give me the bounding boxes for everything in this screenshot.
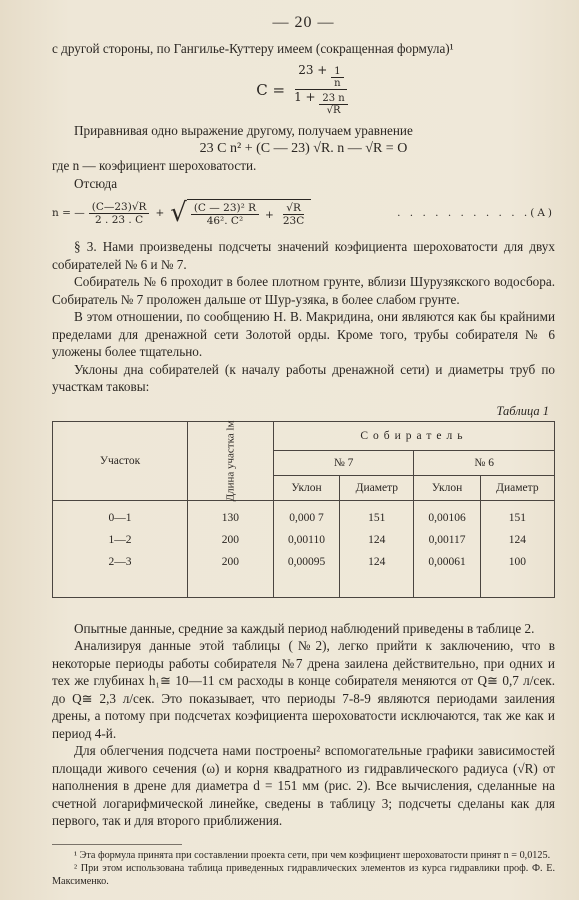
paragraph-intro: с другой стороны, по Гангилье-Куттеру имеем (сокращенная формула)¹ [52, 41, 454, 56]
formula-a-term2-den: 46². C² [206, 215, 244, 227]
header-slope-7: Уклон [273, 475, 339, 500]
formula-a-term1-den: 2 . 23 . C [95, 213, 144, 226]
cell-length: 130 [188, 500, 274, 529]
paragraph-slopes: Уклоны дна собирателей (к началу работы дренажной сети) и диаметры труб по участкам таковы: [52, 361, 555, 394]
header-collector-7: № 7 [273, 450, 414, 475]
formula-a-term1-num: (C—23)√R [89, 201, 150, 214]
cell-slope-7: 0,00095 [273, 551, 339, 598]
formula-a-tag: (A) [530, 207, 555, 219]
cell-section: 0—1 [53, 500, 188, 529]
cell-diam-7: 151 [340, 500, 414, 529]
table-row [53, 529, 555, 551]
formula-ganguillet-kutter [52, 60, 555, 120]
header-collector: Собиратель [273, 421, 554, 450]
paragraph-section-3: § 3. Нами произведены подсчеты значений коэфициента шероховатости для двух собирателей № 6 и № 7. [52, 239, 555, 272]
formula-a-sqrt: √ [170, 198, 187, 228]
header-section: Участок [53, 421, 188, 500]
paragraph-analysis: Анализируя данные этой таблицы (№2), легко прийти к заключению, что в некоторые периоды работы собирателя №7 дрена заилена действительно, при одних и тех же глубинах h₁≅ 10—11 см расходы в конце собирателя меняются от Q≅ 0,7 л/сек. до Q≅ 2,3 л/сек. Это показывает, что периоды 7-8-9 являются периодами заиления дрены, а потому при подсчетах коэфициента шероховатости исключаются, так же как и период 4-й. [52, 638, 555, 741]
cell-diam-7: 124 [340, 551, 414, 598]
paragraph-makridin: В этом отношении, по сообщению Н. В. Макридина, они являются как бы крайними пределами для дренажной сети Золотой орды. Кроме того, трубы собирателя № 6 уложены более тщательно. [52, 309, 555, 359]
cell-diam-6: 100 [480, 551, 554, 598]
formula-den-frac-bot: √R [326, 105, 341, 116]
formula-den-fraction [319, 93, 347, 116]
header-diam-7: Диаметр [340, 475, 414, 500]
cell-slope-6: 0,00061 [414, 551, 480, 598]
cell-slope-6: 0,00106 [414, 500, 480, 529]
formula-num-fraction [331, 66, 343, 89]
formula-den-frac-top: 23 n [319, 93, 347, 105]
formula-a-plus2: + [265, 208, 274, 221]
cell-diam-7: 124 [340, 529, 414, 551]
cell-length: 200 [188, 551, 274, 598]
formula-a [52, 194, 555, 232]
cell-slope-6: 0,00117 [414, 529, 480, 551]
formula-a-term1 [89, 201, 150, 226]
formula-num-frac-bot: n [334, 78, 341, 89]
footnotes [52, 849, 555, 888]
formula-num-text: 23 + [298, 63, 332, 77]
formula-main-fraction [291, 63, 351, 116]
equation-quadratic: 23 C n² + (C — 23) √R. n — √R = O [199, 141, 408, 156]
cell-length: 200 [188, 529, 274, 551]
cell-section: 2—3 [53, 551, 188, 598]
footnote-1: ¹ Эта формула принята при составлении проекта сети, при чем коэфициент шероховатости принят n = 0,0125. [74, 849, 551, 861]
slopes-table [52, 421, 555, 598]
formula-lhs: C = [256, 80, 286, 99]
table-row [53, 551, 555, 598]
paragraph-hence: Отсюда [74, 175, 118, 191]
cell-diam-6: 124 [480, 529, 554, 551]
table-caption: Таблица 1 [496, 403, 549, 418]
formula-denominator [291, 90, 351, 116]
paragraph-where: где n — коэфициент шероховатости. [52, 158, 257, 173]
formula-a-radicand [187, 199, 311, 227]
cell-slope-7: 0,000 7 [273, 500, 339, 529]
header-length-text: Длина участка lм [224, 420, 237, 501]
header-slope-6: Уклон [414, 475, 480, 500]
paragraph-graphs: Для облегчения подсчета нами построены² вспомогательные графики зависимостей площади живого сечения (ω) и корня квадратного из гидравлического радиуса (√R) от наполнения в дрене для диаметра d = 151 мм (рис. 2). Все вычисления, сделанные на счетной логарифмической линейке, сведены в таблицу 3; подсчеты сделаны как для первого, так и для второго приближения. [52, 743, 555, 828]
header-length [188, 421, 274, 500]
formula-num-frac-top: 1 [331, 66, 343, 78]
formula-a-leader: . . . . . . . . . . .(A) [397, 207, 555, 219]
header-collector-6: № 6 [414, 450, 555, 475]
formula-numerator [295, 63, 346, 90]
paragraph-collector-6: Собиратель № 6 проходит в более плотном грунте, вблизи Шурузякского водосбора. Собиратель № 7 проложен дальше от Шур-узяка, в более слабом грунте. [52, 274, 555, 307]
formula-den-text: 1 + [294, 90, 320, 104]
footnote-2: ² При этом использована таблица приведенных гидравлических элементов из курса гидравлики проф. Ф. Е. Максименко. [52, 862, 555, 887]
cell-diam-6: 151 [480, 500, 554, 529]
cell-slope-7: 0,00110 [273, 529, 339, 551]
formula-a-lhs: n = — [52, 207, 85, 219]
paragraph-equate: Приравнивая одно выражение другому, получаем уравнение [74, 122, 413, 138]
table-row [53, 500, 555, 529]
formula-a-term3 [280, 202, 307, 227]
formula-a-plus: + [155, 207, 165, 219]
footnote-rule [52, 844, 182, 845]
paragraph-experimental: Опытные данные, средние за каждый период наблюдений приведены в таблице 2. [74, 620, 535, 636]
cell-section: 1—2 [53, 529, 188, 551]
page-number: — 20 — [272, 14, 335, 31]
formula-a-term3-num: √R [283, 202, 304, 215]
header-diam-6: Диаметр [480, 475, 554, 500]
formula-a-term2-num: (C — 23)² R [191, 202, 259, 215]
formula-a-term2 [191, 202, 259, 227]
formula-a-term3-den: 23C [282, 215, 305, 227]
